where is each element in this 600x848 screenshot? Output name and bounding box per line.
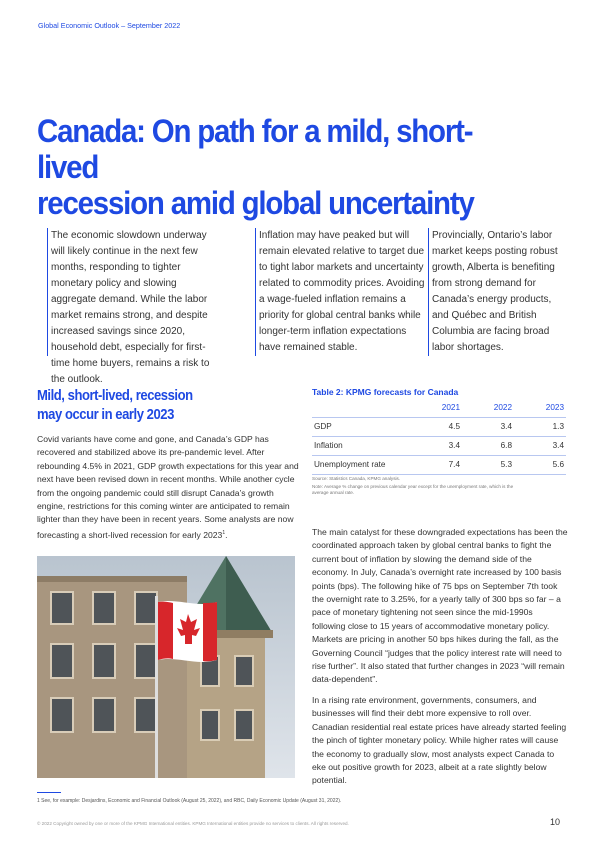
table-source: Source: Statistics Canada, KPMG analysis. [312,476,401,481]
table-cell: 4.5 [410,417,462,436]
body-paragraph-debt: In a rising rate environment, governments, consumers, and businesses will find their debt more expensive to roll over. Canadian residential real estate prices have already started feeling the pinch of tighter monetary policy. While higher rates will cause the economy to gradually slow, most analysts expect Canada to eke out positive growth for 2023, albeit at a rate slightly below potential. [312,695,567,786]
table-header-year: 2023 [545,402,564,412]
table-cell: 3.4 [462,417,514,436]
row-label: GDP [312,417,410,436]
body-paragraph-rates: The main catalyst for these downgraded expectations has been the coordinated approach taken by global central banks to fight the current bout of inflation by slowing the demand side of the economy. In July, Canada’s overnight rate increased by 100 basis points (bps). The following hike of 75 bps on September 7th took the overnight rate to 3.25%, for a yearly tally of 300 bps so far – a pace of monetary tightening not seen since the mid-1990s following close to 15 years of accommodative monetary policy. Markets are pricing in another 50 bps hikes during the fall, as the Governing Council “judges that the policy interest rate will need to rise further”. It also stated that further changes in 2023 “will remain data-dependent”. [312,527,568,685]
section-heading-line-1: Mild, short-lived, recession [37,388,193,404]
canada-flag-photo [37,556,295,778]
table-cell: 5.6 [514,455,566,474]
table-cell: 1.3 [514,417,566,436]
forecast-table [312,398,566,475]
flag-building-illustration [37,556,295,778]
table-header-year: 2021 [441,402,460,412]
table-cell: 6.8 [462,436,514,455]
table-title: Table 2: KPMG forecasts for Canada [312,387,459,397]
footnote: 1 See, for example: Desjardins, Economic and Financial Outlook (August 25, 2022), and RBC, Daily Economic Update (August 31, 2022). [37,798,342,804]
table-row [312,436,566,455]
copyright-notice: © 2022 Copyright owned by one or more of the KPMG International entities. KPMG International entities provide no services to clients. All rights reserved. [37,821,349,826]
section-heading [37,387,235,425]
section-paragraph-text: Covid variants have come and gone, and Canada’s GDP has recovered and stabilized above its pre-pandemic level. After rebounding 4.5% in 2021, GDP growth expectations for this year and next have been revised down in recent months. While another cycle from the ongoing pandemic could still disrupt Canada’s growth engine, restrictions for this coming winter are anticipated to remain lighter than they have been in recent years. Some analysts are now forecasting a short-lived recession for early 2023 [37,434,299,540]
table-cell: 7.4 [410,455,462,474]
row-label: Unemployment rate [312,455,410,474]
page-number: 10 [549,817,560,827]
table-cell: 3.4 [410,436,462,455]
table-cell: 5.3 [462,455,514,474]
page-title-line-2: recession amid global uncertainty [37,185,474,221]
page-title-line-1: Canada: On path for a mild, short-lived [37,113,473,185]
intro-column-3: Provincially, Ontario’s labor market keeps posting robust growth, Alberta is benefiting from strong demand for Canada’s energy products, and Québec and British Columbia are facing broad labor shortages. [428,228,568,356]
table-cell: 3.4 [514,436,566,455]
section-paragraph [37,433,299,542]
intro-column-1: The economic slowdown underway will likely continue in the next few months, responding to tighter monetary policy and slowing aggregate demand. While the labor market remains strong, and despite increased savings since 2020, household debt, especially for first-time home buyers, remains a risk to the outlook. [47,228,215,356]
row-label: Inflation [312,436,410,455]
table-header-row [312,398,566,417]
section-paragraph-end: . [225,529,228,540]
running-header: Global Economic Outlook – September 2022 [38,21,181,30]
section-heading-line-2: may occur in early 2023 [37,407,174,423]
footnote-divider [37,792,61,793]
page-title [37,113,525,221]
table-header-blank [312,398,410,417]
footnote-reference[interactable]: 1 [222,529,226,536]
table-row [312,417,566,436]
table-row [312,455,566,474]
intro-column-2: Inflation may have peaked but will remain elevated relative to target due to tight labor markets and uncertainty related to commodity prices. Avoiding a wage-fueled inflation remains a priority for global central banks while longer-term inflation expectations have remained stable. [255,228,425,356]
table-note: Note: Average % change on previous calendar year except for the unemployment rate, which is the average annual rate. [312,484,514,495]
table-header-year: 2022 [493,402,512,412]
